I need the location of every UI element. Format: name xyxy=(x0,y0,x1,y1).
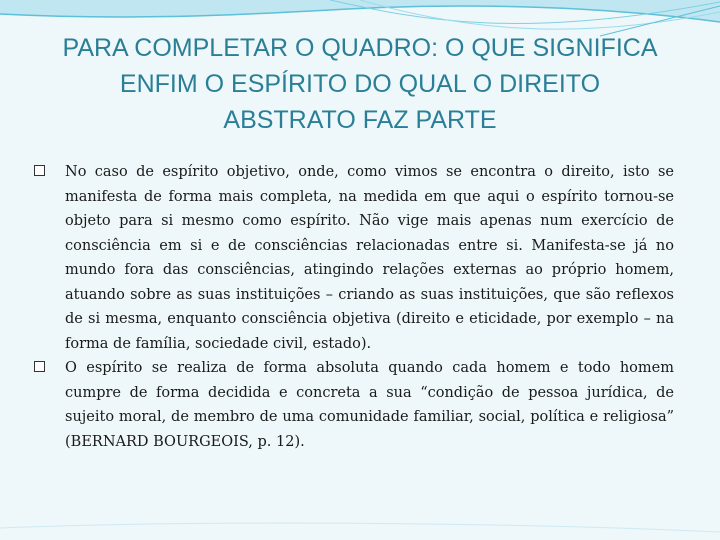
slide-title xyxy=(30,30,690,138)
bullet-list xyxy=(34,160,674,454)
title-line-2: ENFIM O ESPÍRITO DO QUAL O DIREITO xyxy=(119,70,601,98)
right-wave-line-2 xyxy=(360,0,720,29)
bottom-wave-line xyxy=(0,523,720,532)
square-bullet-icon xyxy=(34,361,45,372)
paragraph-1-text: No caso de espírito objetivo, onde, como vimos se encontra o direito, isto se manifesta de forma mais completa, na medida em que aqui o espírito tornou-se objeto para si mesmo como espírito. Não vige mais apenas num exercício de consciência em si e de consciências relacionadas entre si. Manifesta-se já no mundo fora das consciências, atingindo relações externas ao próprio homem, atuando sobre as suas instituições – criando as suas instituições, que são reflexos de si mesma, enquanto consciência objetiva (direito e eticidade, por exemplo – na forma de família, sociedade civil, estado). xyxy=(65,164,674,352)
paragraph-2-text: O espírito se realiza de forma absoluta quando cada homem e todo homem cumpre de forma decidida e concreta a sua “condição de pessoa jurídica, de sujeito moral, de membro de uma comunidade familiar, social, política e religiosa” (BERNARD BOURGEOIS, p. 12). xyxy=(65,360,674,450)
bullet-paragraph-1 xyxy=(34,160,674,356)
title-line-3: ABSTRATO FAZ PARTE xyxy=(223,106,497,134)
right-wave-line-1 xyxy=(330,0,720,23)
title-line-1: PARA COMPLETAR O QUADRO: O QUE SIGNIFICA xyxy=(62,34,658,62)
top-wave-line xyxy=(0,6,720,22)
square-bullet-icon xyxy=(34,165,45,176)
bullet-paragraph-2 xyxy=(34,356,674,454)
top-wave-band xyxy=(0,0,720,22)
